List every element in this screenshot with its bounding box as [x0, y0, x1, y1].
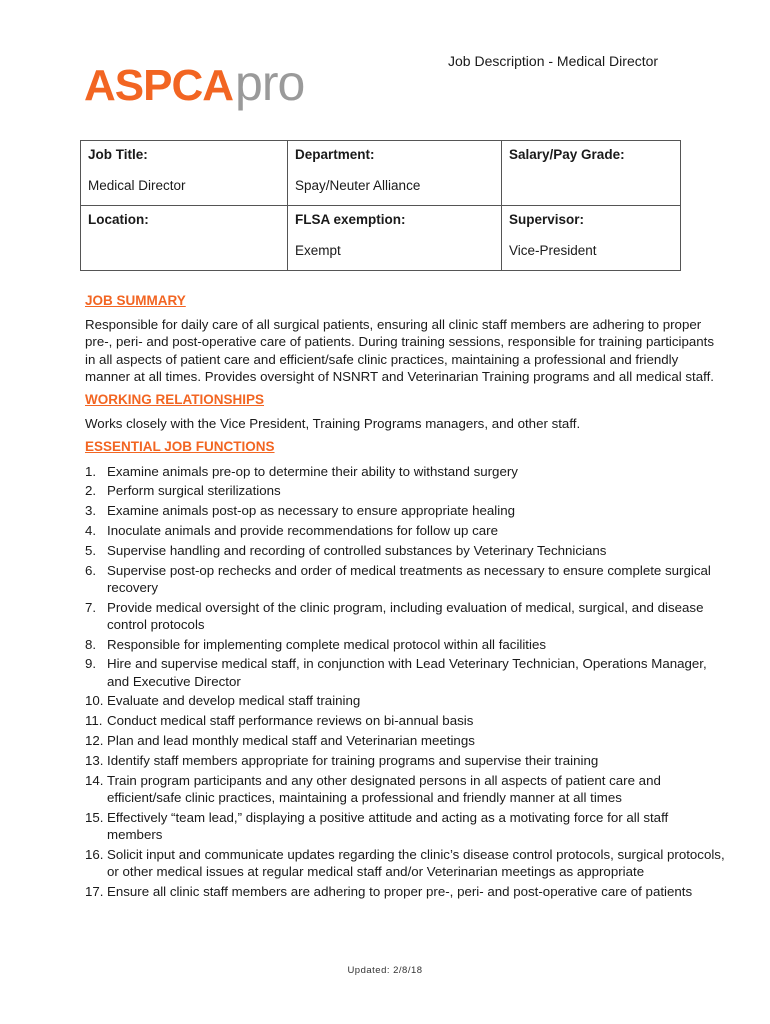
function-list-item [85, 636, 725, 653]
job-title-cell [81, 141, 288, 206]
function-item-number: 8. [85, 636, 97, 652]
function-list-item [85, 463, 725, 480]
function-item-number: 16. [85, 846, 104, 862]
function-item-text: Hire and supervise medical staff, in conjunction with Lead Veterinary Technician, Operations Manager, and Executive Director [107, 656, 707, 689]
function-item-text: Solicit input and communicate updates regarding the clinic’s disease control protocols, surgical protocols, or other medical issues at regular medical staff and/or Veterinarian meetings as appropriate [107, 846, 725, 879]
function-item-text: Identify staff members appropriate for training programs and supervise their training [107, 752, 599, 768]
flsa-cell [288, 206, 502, 271]
function-item-number: 9. [85, 656, 97, 672]
function-item-text: Ensure all clinic staff members are adhering to proper pre-, peri- and post-operative care of patients [107, 883, 693, 899]
working-relationships-text: Works closely with the Vice President, Training Programs managers, and other staff. [85, 416, 581, 432]
salary-label: Salary/Pay Grade: [509, 147, 625, 162]
document-header-title: Job Description - Medical Director [448, 53, 659, 69]
supervisor-label: Supervisor: [509, 212, 585, 227]
function-item-number: 4. [85, 523, 97, 539]
job-info-table [80, 140, 681, 271]
function-item-text: Conduct medical staff performance reviews on bi-annual basis [107, 713, 474, 729]
function-item-text: Evaluate and develop medical staff training [107, 693, 361, 709]
function-list-item [85, 599, 725, 633]
job-summary-text: Responsible for daily care of all surgical patients, ensuring all clinic staff members are adhering to proper pre-, peri- and post-operative care of patients. During training sessions, responsible for training participants in all aspects of patient care and efficient/safe clinic practices, maintaining a professional and friendly manner at all times. Provides oversight of NSNRT and Veterinarian Training programs and all medical staff. [85, 317, 714, 384]
job-info-row-1 [81, 141, 681, 206]
function-list-item [85, 482, 725, 499]
function-item-number: 1. [85, 463, 97, 479]
function-list-item [85, 522, 725, 539]
function-list-item [85, 502, 725, 519]
function-item-number: 7. [85, 599, 97, 615]
function-item-text: Examine animals post-op as necessary to ensure appropriate healing [107, 503, 516, 519]
function-list-item [85, 883, 725, 900]
function-item-number: 14. [85, 772, 104, 788]
department-label: Department: [295, 147, 375, 162]
function-item-number: 13. [85, 752, 104, 768]
job-summary-heading: JOB SUMMARY [85, 293, 186, 308]
essential-functions-list [85, 463, 725, 900]
function-item-text: Train program participants and any other designated persons in all aspects of patient care and efficient/safe clinic practices, maintaining a professional and friendly manner at all times [107, 772, 661, 805]
department-cell [288, 141, 502, 206]
salary-cell [502, 141, 681, 206]
essential-functions-heading: ESSENTIAL JOB FUNCTIONS [85, 439, 275, 455]
supervisor-value: Vice-President [509, 243, 597, 258]
working-relationships-heading: WORKING RELATIONSHIPS [85, 392, 265, 408]
logo-suffix-text: pro [235, 55, 305, 111]
function-item-number: 15. [85, 809, 104, 825]
function-list-item [85, 655, 725, 689]
supervisor-cell [502, 206, 681, 271]
aspca-pro-logo [84, 38, 305, 111]
function-list-item [85, 692, 725, 709]
function-list-item [85, 562, 725, 596]
job-title-value: Medical Director [88, 178, 186, 193]
job-title-label: Job Title: [88, 147, 148, 162]
function-item-text: Examine animals pre-op to determine their ability to withstand surgery [107, 463, 518, 479]
function-list-item [85, 772, 725, 806]
logo-main-text: ASPCA [84, 61, 234, 110]
function-item-text: Supervise handling and recording of controlled substances by Veterinary Technicians [107, 542, 607, 558]
function-item-text: Perform surgical sterilizations [107, 483, 281, 499]
location-label: Location: [88, 212, 149, 227]
department-value: Spay/Neuter Alliance [295, 178, 421, 193]
location-cell [81, 206, 288, 271]
function-item-number: 2. [85, 483, 97, 499]
function-item-text: Inoculate animals and provide recommendations for follow up care [107, 523, 498, 539]
function-item-text: Effectively “team lead,” displaying a positive attitude and acting as a motivating force for all staff members [107, 809, 669, 842]
job-info-row-2 [81, 206, 681, 271]
function-item-number: 6. [85, 562, 97, 578]
function-item-text: Plan and lead monthly medical staff and Veterinarian meetings [107, 733, 475, 748]
function-list-item [85, 732, 725, 749]
function-item-number: 11. [85, 713, 103, 729]
function-list-item [85, 809, 725, 843]
flsa-value: Exempt [295, 243, 341, 258]
function-list-item [85, 542, 725, 559]
function-item-text: Provide medical oversight of the clinic program, including evaluation of medical, surgical, and disease control protocols [107, 599, 704, 632]
function-item-number: 12. [85, 733, 104, 748]
updated-footer: Updated: 2/8/18 [347, 965, 423, 976]
function-list-item [85, 752, 725, 769]
function-item-number: 3. [85, 503, 97, 519]
function-list-item [85, 712, 725, 729]
document-body [85, 292, 725, 902]
function-item-text: Responsible for implementing complete medical protocol within all facilities [107, 636, 546, 652]
function-item-number: 17. [85, 883, 104, 899]
function-item-text: Supervise post-op rechecks and order of medical treatments as necessary to ensure complete surgical recovery [107, 562, 711, 595]
flsa-label: FLSA exemption: [295, 212, 406, 227]
function-item-number: 5. [85, 542, 97, 558]
function-list-item [85, 846, 725, 880]
function-item-number: 10. [85, 693, 104, 709]
